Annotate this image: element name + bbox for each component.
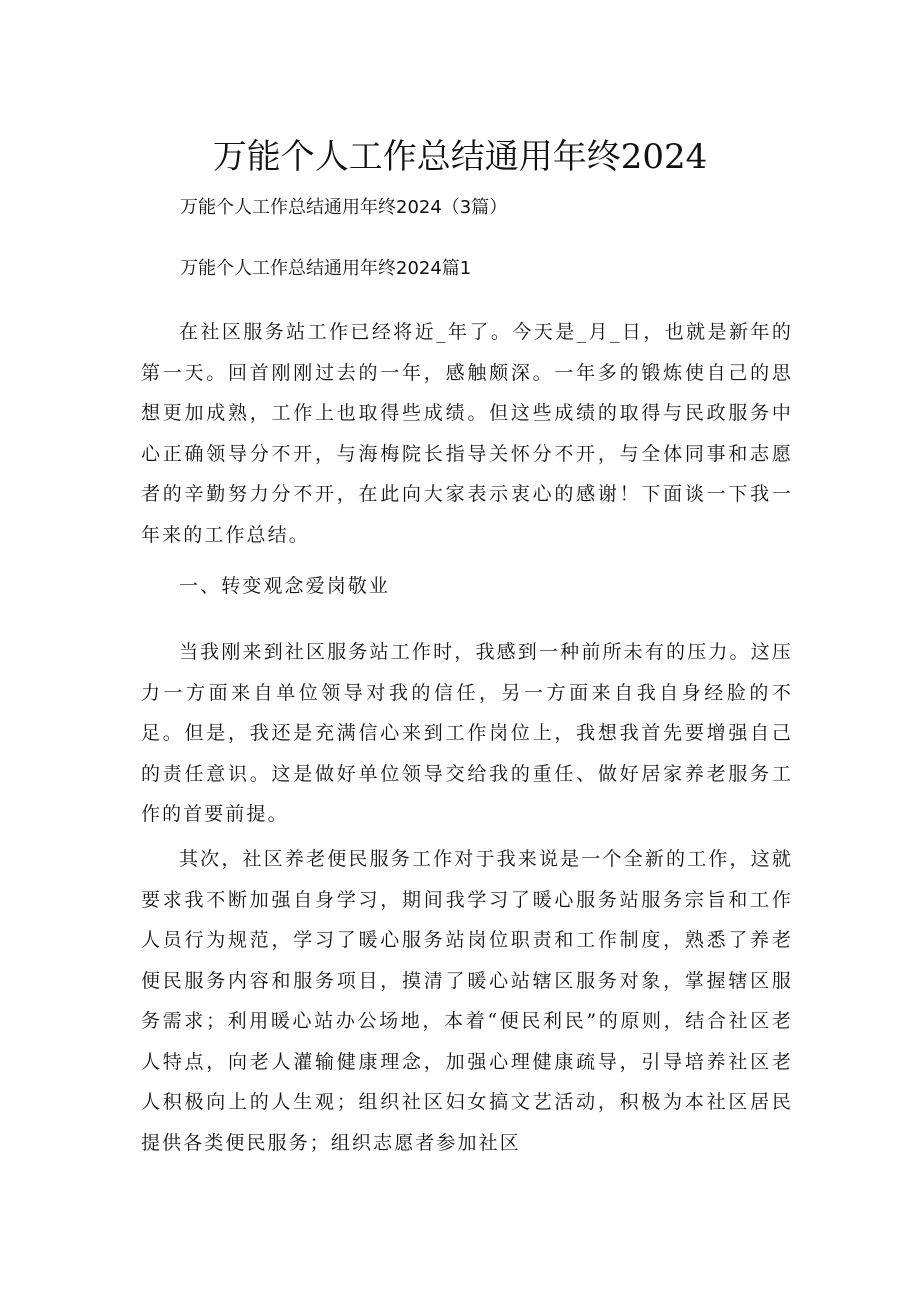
document-title: 万能个人工作总结通用年终2024 <box>212 137 708 177</box>
paragraph-learning: 其次，社区养老便民服务工作对于我来说是一个全新的工作，这就要求我不断加强自身学习，期间我学习了暖心服务站服务宗旨和工作人员行为规范，学习了暖心服务站岗位职责和工作制度，熟悉了养老便民服务内容和服务项目，摸清了暖心站辖区服务对象，掌握辖区服务需求；利用暖心站办公场地，本着“便民利民”的原则，结合社区老人特点，向老人灌输健康理念，加强心理健康疏导，引导培养社区老人积极向上的人生观；组织社区妇女搞文艺活动，积极为本社区居民提供各类便民服务；组织志愿者参加社区 <box>141 848 793 1154</box>
heading-point-one: 一、转变观念爱岗敬业 <box>179 575 391 597</box>
paragraph-intro: 在社区服务站工作已经将近_年了。今天是_月_日，也就是新年的第一天。回首刚刚过去的一年，感触颇深。一年多的锻炼使自己的思想更加成熟，工作上也取得些成绩。但这些成绩的取得与民政服务中心正确领导分不开，与海梅院长指导关怀分不开，与全体同事和志愿者的辛勤努力分不开，在此向大家表示衷心的感谢！下面谈一下我一年来的工作总结。 <box>141 321 793 546</box>
section-title: 万能个人工作总结通用年终2024篇1 <box>180 258 472 279</box>
paragraph-pressure: 当我刚来到社区服务站工作时，我感到一种前所未有的压力。这压力一方面来自单位领导对我的信任，另一方面来自我自身经脸的不足。但是，我还是充满信心来到工作岗位上，我想我首先要增强自己的责任意识。这是做好单位领导交给我的重任、做好居家养老服务工作的首要前提。 <box>141 641 793 825</box>
document-subtitle: 万能个人工作总结通用年终2024（3篇） <box>180 197 508 218</box>
